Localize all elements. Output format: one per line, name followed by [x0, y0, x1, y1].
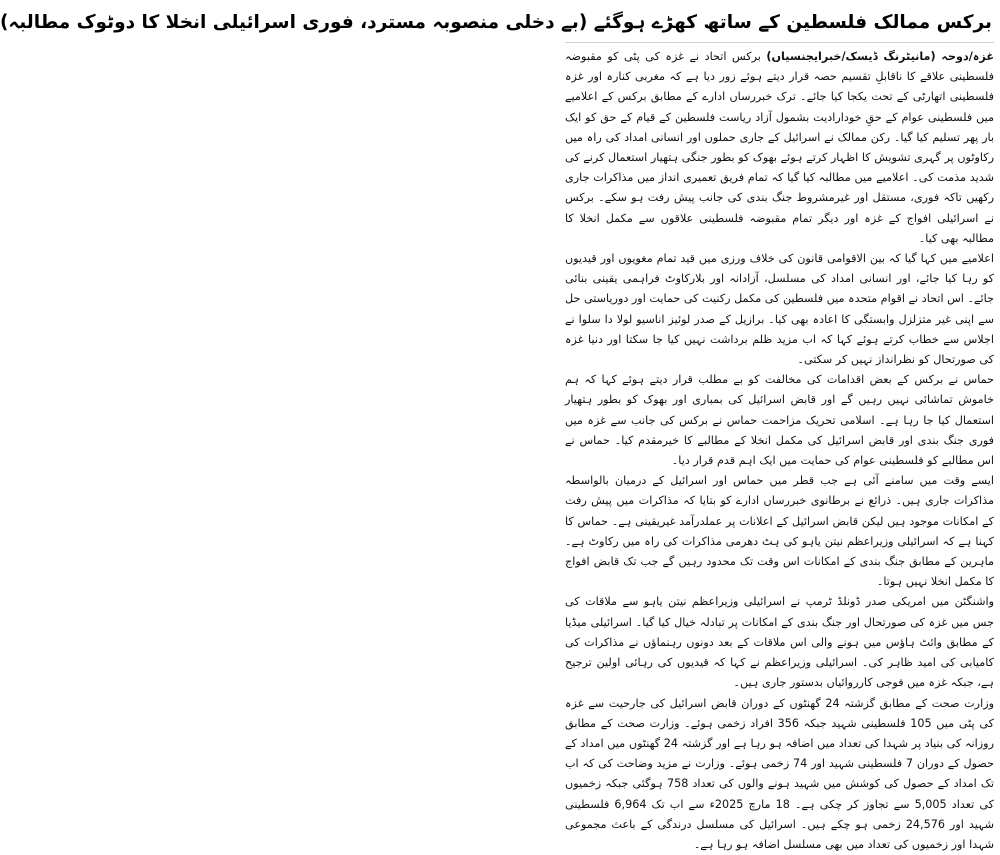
article-paragraph: حماس نے برکس کے بعض اقدامات کی مخالفت کو بے مطلب قرار دیتے ہوئے کہا کہ ہم خاموش تماشائی نہیں رہیں گے اور قابض اسرائیل کی بمباری اور بھوک کو بطور ہتھیار استعمال کیا جا رہا ہے۔ اسلامی تحریک مزاحمت حماس نے برکس کی جانب سے غزہ میں فوری جنگ بندی اور قابض اسرائیل کی مکمل انخلا کے مطالبے کا خیرمقدم کیا۔ حماس نے اس مطالبے کو فلسطینی عوام کی حمایت میں ایک اہم قدم قرار دیا۔ — [565, 370, 994, 471]
paragraph-text: برکس اتحاد نے غزہ کی پٹی کو مقبوضہ فلسطینی علاقے کا ناقابلِ تقسیم حصہ قرار دیتے ہوئے زور دیا ہے کہ مغربی کنارہ اور غزہ فلسطینی اتھارٹی کے تحت یکجا کیا جائے۔ ترک خبررساں ادارے کے مطابق برکس کے اعلامیے میں فلسطینی عوام کے حقِ خودارادیت بشمول آزاد ریاست فلسطین کے قیام کے حق کو ایک بار پھر تسلیم کیا گیا۔ رکن ممالک نے اسرائیل کے جاری حملوں اور انسانی امداد کی راہ میں رکاوٹوں پر گہری تشویش کا اظہار کرتے ہوئے بھوک کو بطور جنگی ہتھیار استعمال کرنے کی شدید مذمت کی۔ اعلامیے میں مطالبہ کیا گیا کہ تمام فریق تعمیری انداز میں مذاکرات جاری رکھیں تاکہ فوری، مستقل اور غیرمشروط جنگ بندی کی جانب پیش رفت ہو سکے۔ برکس نے اسرائیلی افواج کے غزہ اور دیگر تمام مقبوضہ فلسطینی علاقوں سے مکمل انخلا کا مطالبہ بھی کیا۔ — [565, 50, 994, 245]
news-page — [559, 0, 1000, 789]
article-paragraph: ایسے وقت میں سامنے آئی ہے جب قطر میں حماس اور اسرائیل کے درمیان بالواسطہ مذاکرات جاری ہیں۔ ذرائع نے برطانوی خبررساں ادارے کو بتایا کہ مذاکرات میں پیش رفت کے امکانات موجود ہیں لیکن قابض اسرائیل کے اعلانات پر عملدرآمد غیریقینی ہے۔ حماس کا کہنا ہے کہ اسرائیلی وزیراعظم نیتن یاہو کی ہٹ دھرمی مذاکرات کی راہ میں رکاوٹ ہے۔ ماہرین کے مطابق جنگ بندی کے امکانات اس وقت تک محدود رہیں گے جب تک قابض افواج کا مکمل انخلا نہیں ہوتا۔ — [565, 471, 994, 592]
article-paragraph: اعلامیے میں کہا گیا کہ بین الاقوامی قانون کی خلاف ورزی میں قید تمام مغویوں اور قیدیوں کو رہا کیا جائے، اور انسانی امداد کی مسلسل، آزادانہ اور بلارکاوٹ فراہمی یقینی بنائی جائے۔ اس اتحاد نے اقوام متحدہ میں فلسطین کی مکمل رکنیت کی حمایت اور دوریاستی حل سے اپنی غیر متزلزل وابستگی کا اعادہ بھی کیا۔ برازیل کے صدر لوئیز اناسیو لولا دا سلوا نے اجلاس سے خطاب کرتے ہوئے کہا کہ اب مزید ظلم برداشت نہیں کیا جا سکتا اور دنیا غزہ کی صورتحال کو نظرانداز نہیں کر سکتی۔ — [565, 249, 994, 370]
article-body — [565, 47, 994, 855]
article-paragraph: واشنگٹن میں امریکی صدر ڈونلڈ ٹرمپ نے اسرائیلی وزیراعظم نیتن یاہو سے ملاقات کی جس میں غزہ کی صورتحال اور جنگ بندی کے امکانات پر تبادلہ خیال کیا گیا۔ اسرائیلی میڈیا کے مطابق وائٹ ہاؤس میں ہونے والی اس ملاقات کے بعد دونوں رہنماؤں نے مذاکرات کی کامیابی کی امید ظاہر کی۔ اسرائیلی وزیراعظم نے کہا کہ قیدیوں کی رہائی اولین ترجیح ہے، جبکہ غزہ میں فوجی کارروائیاں بدستور جاری ہیں۔ — [565, 592, 994, 693]
headline: برکس ممالک فلسطین کے ساتھ کھڑے ہوگئے (بے دخلی منصوبہ مسترد، فوری اسرائیلی انخلا کا دوٹوک مطالبہ) — [565, 4, 994, 43]
dateline: غزہ/دوحہ (مانیٹرنگ ڈیسک/خبرایجنسیاں) — [766, 50, 994, 63]
article-paragraph: وزارت صحت کے مطابق گزشتہ 24 گھنٹوں کے دوران قابض اسرائیل کی جارحیت سے غزہ کی پٹی میں 105 فلسطینی شہید جبکہ 356 افراد زخمی ہوئے۔ وزارت صحت کے مطابق روزانہ کی بنیاد پر شہدا کی تعداد میں اضافہ ہو رہا ہے اور گزشتہ 24 گھنٹوں میں امداد کے حصول کے دوران 7 فلسطینی شہید اور 74 زخمی ہوئے۔ وزارت نے مزید وضاحت کی کہ اب تک امداد کے حصول کی کوشش میں شہید ہونے والوں کی تعداد 758 ہوگئی جبکہ زخمیوں کی تعداد 5,005 سے تجاوز کر چکی ہے۔ 18 مارچ 2025ء سے اب تک 6,964 فلسطینی شہید اور 24,576 زخمی ہو چکے ہیں۔ اسرائیل کی مسلسل درندگی کے باعث مجموعی شہدا اور زخمیوں کی تعداد میں بھی مسلسل اضافہ ہو رہا ہے۔ — [565, 694, 994, 855]
article-paragraph — [565, 47, 994, 249]
